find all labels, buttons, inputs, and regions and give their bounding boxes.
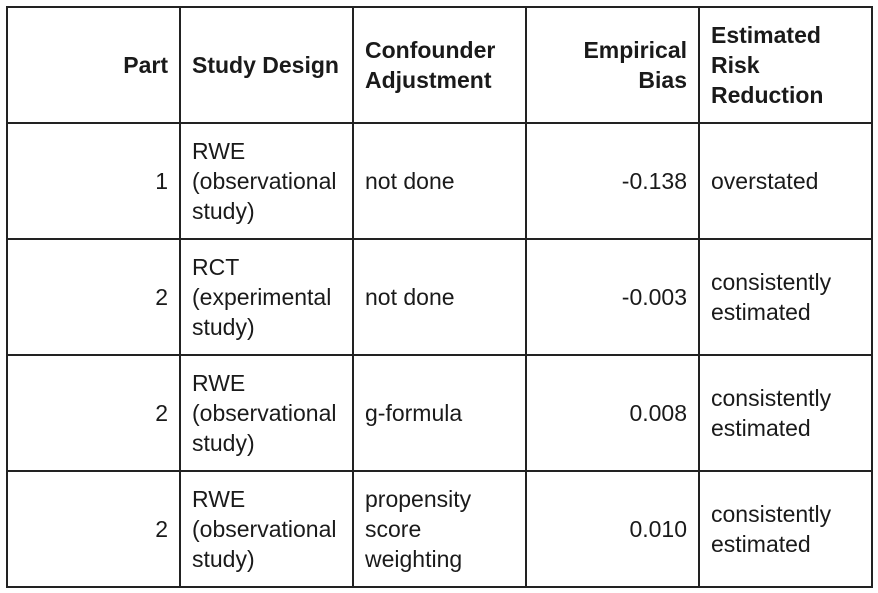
cell-estimated-risk-reduction: consistently estimated — [699, 239, 872, 355]
cell-empirical-bias: 0.010 — [526, 471, 699, 587]
cell-empirical-bias: -0.138 — [526, 123, 699, 239]
header-study-design: Study Design — [180, 7, 353, 123]
cell-estimated-risk-reduction: consistently estimated — [699, 471, 872, 587]
table-row — [7, 471, 872, 587]
cell-study-design: RWE (observational study) — [180, 123, 353, 239]
table-header — [7, 7, 872, 123]
results-table — [6, 6, 873, 588]
table-row — [7, 355, 872, 471]
cell-part: 2 — [7, 471, 180, 587]
table-row — [7, 239, 872, 355]
cell-study-design: RCT (experimental study) — [180, 239, 353, 355]
cell-confounder-adjustment: g-formula — [353, 355, 526, 471]
cell-confounder-adjustment: not done — [353, 239, 526, 355]
table-row — [7, 123, 872, 239]
cell-estimated-risk-reduction: consistently estimated — [699, 355, 872, 471]
cell-empirical-bias: 0.008 — [526, 355, 699, 471]
cell-part: 2 — [7, 239, 180, 355]
cell-confounder-adjustment: propensity score weighting — [353, 471, 526, 587]
header-part: Part — [7, 7, 180, 123]
header-confounder-adjustment: Confounder Adjustment — [353, 7, 526, 123]
header-empirical-bias: Empirical Bias — [526, 7, 699, 123]
cell-part: 2 — [7, 355, 180, 471]
cell-confounder-adjustment: not done — [353, 123, 526, 239]
cell-part: 1 — [7, 123, 180, 239]
cell-estimated-risk-reduction: overstated — [699, 123, 872, 239]
header-estimated-risk-reduction: Estimated Risk Reduction — [699, 7, 872, 123]
table-body — [7, 123, 872, 587]
cell-empirical-bias: -0.003 — [526, 239, 699, 355]
header-row — [7, 7, 872, 123]
cell-study-design: RWE (observational study) — [180, 471, 353, 587]
cell-study-design: RWE (observational study) — [180, 355, 353, 471]
results-table-container — [6, 6, 873, 588]
